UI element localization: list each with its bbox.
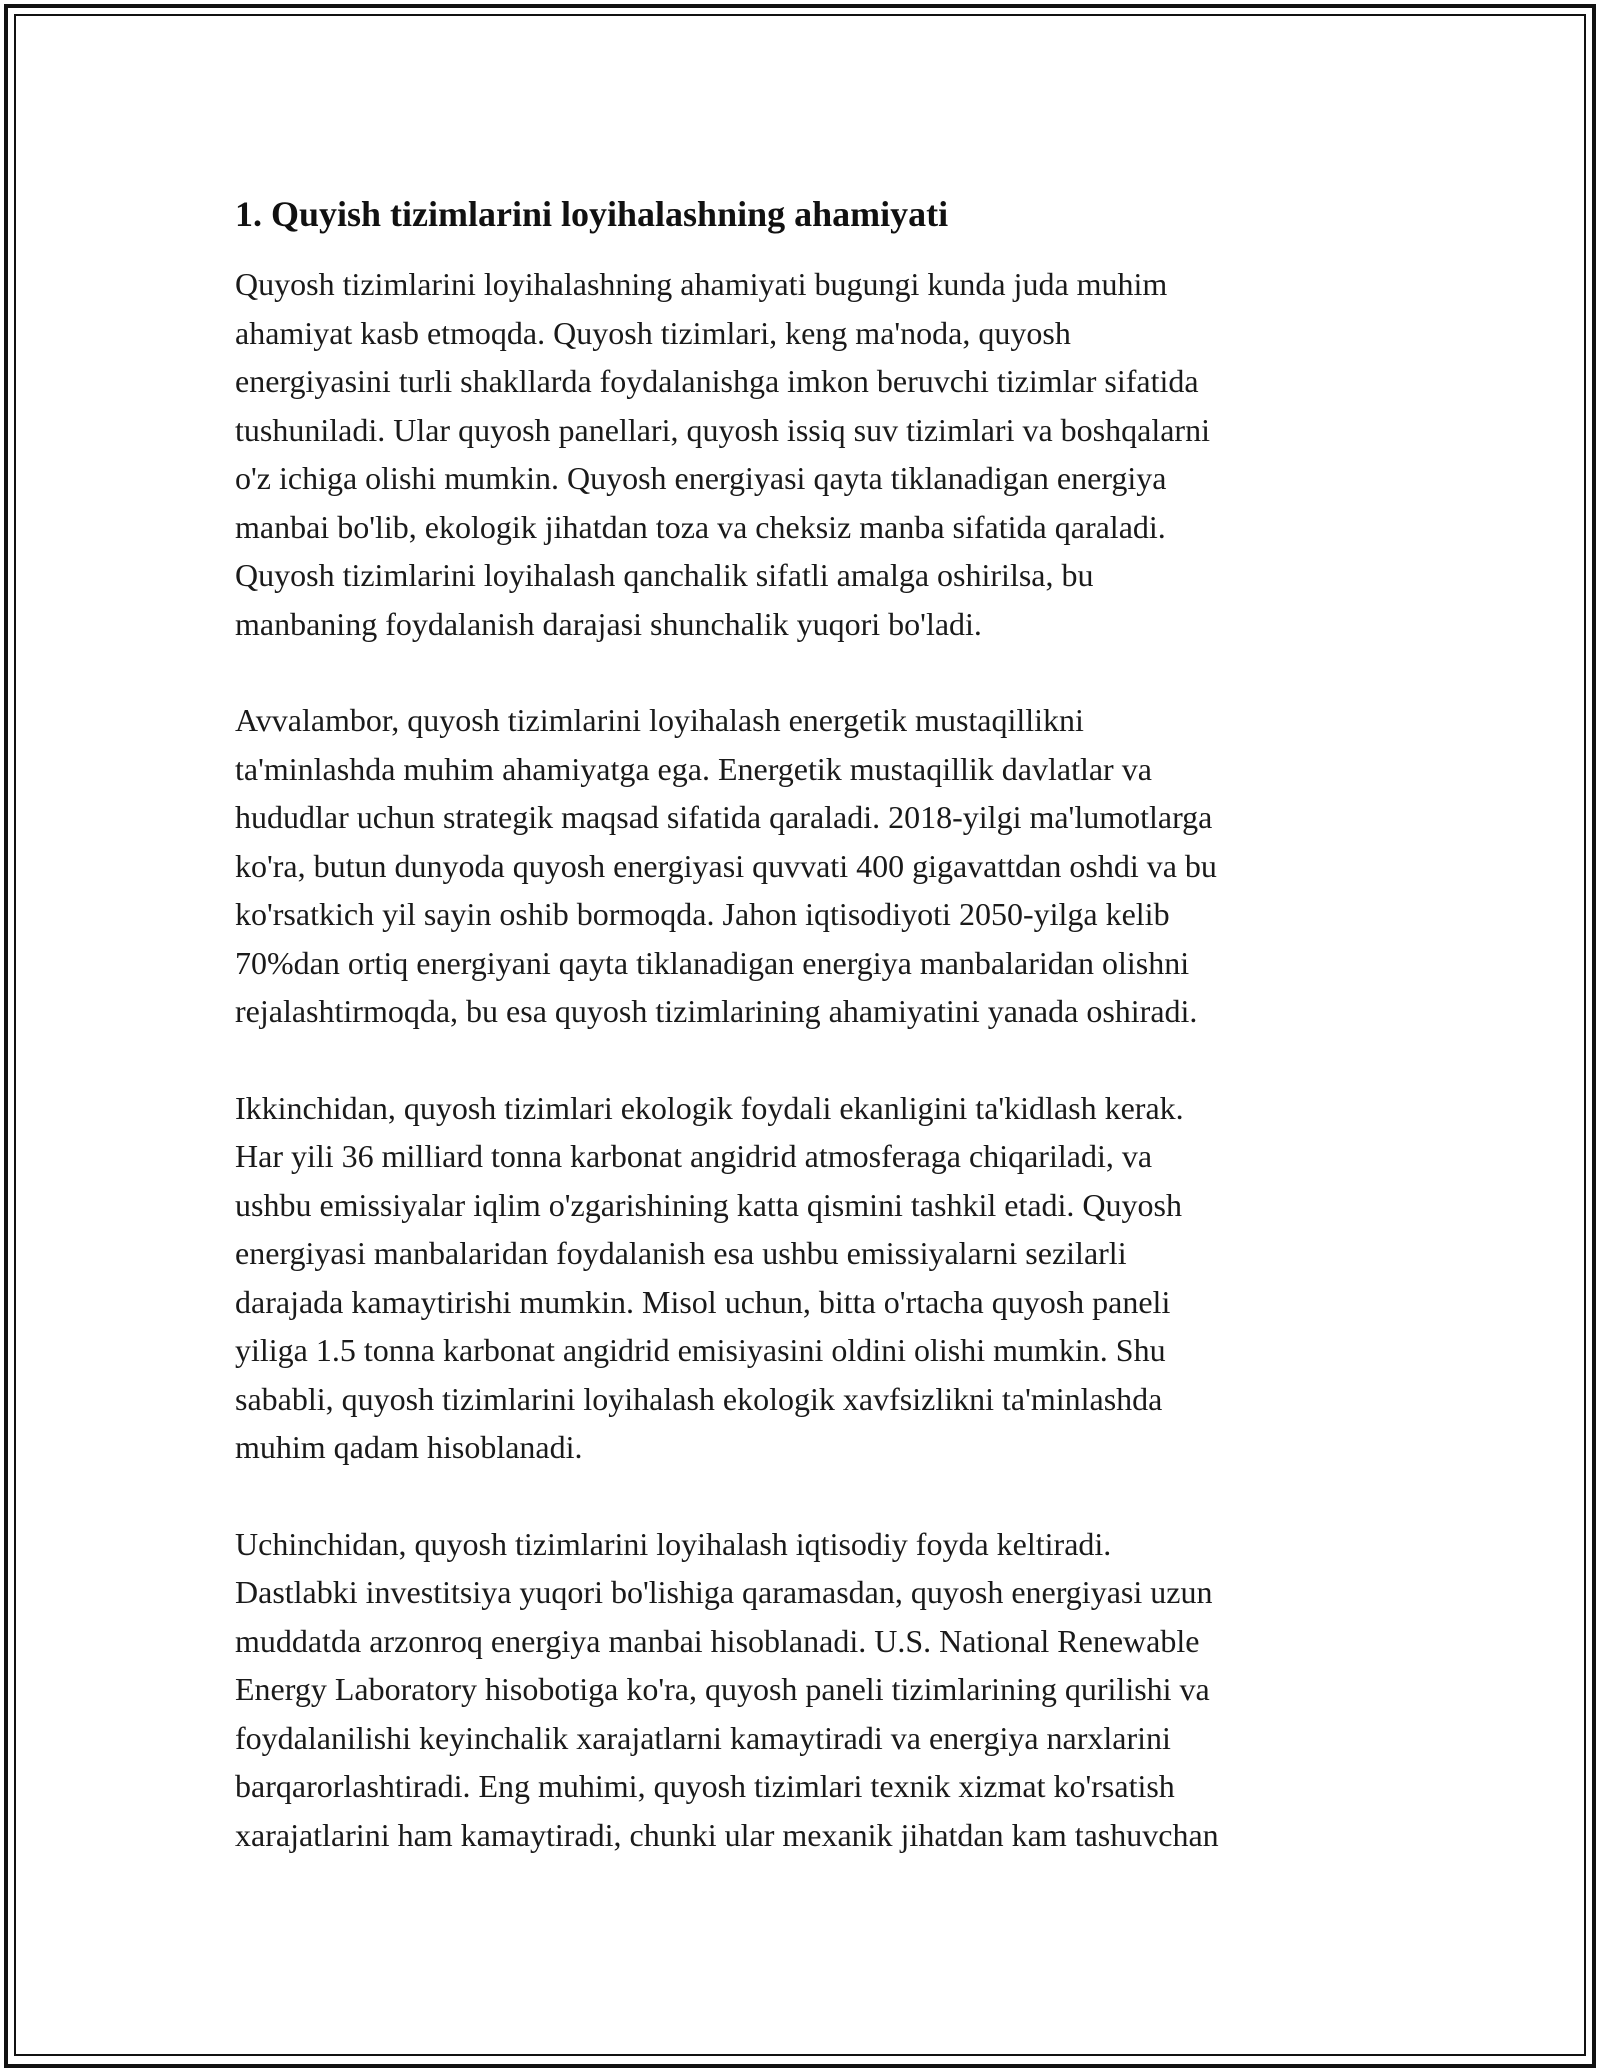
text-line: barqarorlashtiradi. Eng muhimi, quyosh tizimlari texnik xizmat ko'rsatish bbox=[235, 1768, 1175, 1804]
text-line: Quyosh tizimlarini loyihalashning ahamiyati bugungi kunda juda muhim bbox=[235, 266, 1168, 302]
text-line: yiliga 1.5 tonna karbonat angidrid emisiyasini oldini olishi mumkin. Shu bbox=[235, 1332, 1166, 1368]
text-line: muddatda arzonroq energiya manbai hisoblanadi. U.S. National Renewable bbox=[235, 1622, 1200, 1659]
text-line: energiyasi manbalaridan foydalanish esa ushbu emissiyalarni sezilarli bbox=[235, 1235, 1127, 1271]
text-line: ahamiyat kasb etmoqda. Quyosh tizimlari, keng ma'noda, quyosh bbox=[235, 314, 1071, 351]
text-line: sababli, quyosh tizimlarini loyihalash ekologik xavfsizlikni ta'minlashda bbox=[235, 1380, 1163, 1417]
text-line: manbaning foydalanish darajasi shunchalik yuqori bo'ladi. bbox=[235, 605, 982, 642]
text-line: ta'minlashda muhim ahamiyatga ega. Energetik mustaqillik davlatlar va bbox=[235, 750, 1152, 787]
text-line: ushbu emissiyalar iqlim o'zgarishining katta qismini tashkil etadi. Quyosh bbox=[235, 1186, 1182, 1223]
text-line: Ikkinchidan, quyosh tizimlari ekologik foydali ekanligini ta'kidlash kerak. bbox=[235, 1089, 1184, 1126]
document-body bbox=[235, 186, 1375, 1907]
text-line: Dastlabki investitsiya yuqori bo'lishiga qaramasdan, quyosh energiyasi uzun bbox=[235, 1574, 1213, 1610]
text-line: darajada kamaytirishi mumkin. Misol uchun, bitta o'rtacha quyosh paneli bbox=[235, 1283, 1171, 1320]
text-line: energiyasini turli shakllarda foydalanishga imkon beruvchi tizimlar sifatida bbox=[235, 363, 1199, 399]
text-line: xarajatlarini ham kamaytiradi, chunki ular mexanik jihatdan kam tashuvchan bbox=[235, 1816, 1219, 1853]
text-line: foydalanilishi keyinchalik xarajatlarni kamaytiradi va energiya narxlarini bbox=[235, 1719, 1171, 1756]
text-line: ko'ra, butun dunyoda quyosh energiyasi quvvati 400 gigavattdan oshdi va bu bbox=[235, 847, 1217, 884]
text-line: ko'rsatkich yil sayin oshib bormoqda. Jahon iqtisodiyoti 2050-yilga kelib bbox=[235, 896, 1170, 932]
paragraph-4 bbox=[235, 1520, 1375, 1860]
text-line: Quyosh tizimlarini loyihalash qanchalik sifatli amalga oshirilsa, bu bbox=[235, 557, 1094, 593]
text-line: Har yili 36 milliard tonna karbonat angidrid atmosferaga chiqariladi, va bbox=[235, 1138, 1153, 1174]
section-title: 1. Quyish tizimlarini loyihalashning ahamiyati bbox=[235, 194, 949, 234]
text-line: tushuniladi. Ular quyosh panellari, quyosh issiq suv tizimlari va boshqalarni bbox=[235, 411, 1210, 448]
text-line: 70%dan ortiq energiyani qayta tiklanadigan energiya manbalaridan olishni bbox=[235, 944, 1190, 981]
paragraph-3 bbox=[235, 1084, 1375, 1472]
text-line: hududlar uchun strategik maqsad sifatida qaraladi. 2018-yilgi ma'lumotlarga bbox=[235, 799, 1213, 835]
text-line: Energy Laboratory hisobotiga ko'ra, quyosh paneli tizimlarining qurilishi va bbox=[235, 1671, 1210, 1707]
text-line: o'z ichiga olishi mumkin. Quyosh energiyasi qayta tiklanadigan energiya bbox=[235, 460, 1167, 496]
text-line: rejalashtirmoqda, bu esa quyosh tizimlarining ahamiyatini yanada oshiradi. bbox=[235, 993, 1198, 1029]
paragraph-2 bbox=[235, 696, 1375, 1036]
paragraph-1 bbox=[235, 260, 1375, 648]
text-line: manbai bo'lib, ekologik jihatdan toza va cheksiz manba sifatida qaraladi. bbox=[235, 508, 1166, 545]
text-line: Uchinchidan, quyosh tizimlarini loyihalash iqtisodiy foyda keltiradi. bbox=[235, 1525, 1112, 1562]
text-line: muhim qadam hisoblanadi. bbox=[235, 1429, 583, 1465]
text-line: Avvalambor, quyosh tizimlarini loyihalash energetik mustaqillikni bbox=[235, 702, 1084, 738]
